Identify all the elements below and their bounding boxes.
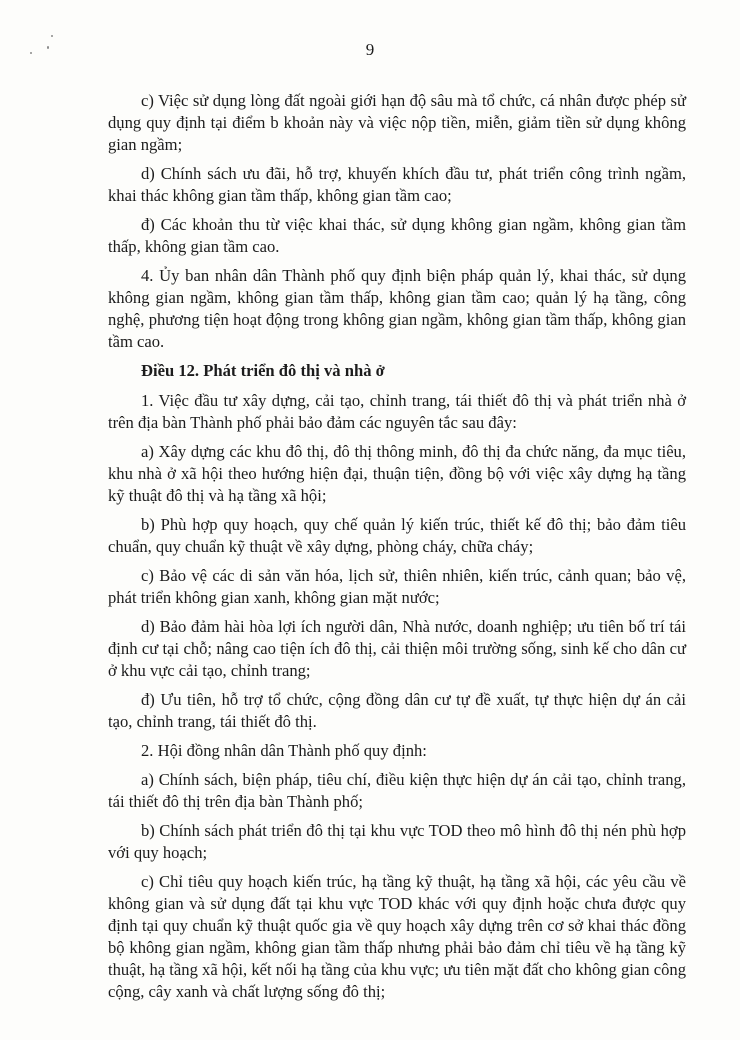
paragraph: 4. Ủy ban nhân dân Thành phố quy định biện pháp quản lý, khai thác, sử dụng không gian ngầm, không gian tầm thấp, không gian tầm cao; quản lý hạ tầng, công nghệ, phương tiện hoạt động trong không gian ngầm, không gian tầm thấp, không gian tầm cao. bbox=[108, 266, 686, 351]
document-body bbox=[108, 90, 686, 1010]
paragraph: a) Chính sách, biện pháp, tiêu chí, điều kiện thực hiện dự án cải tạo, chỉnh trang, tái thiết đô thị trên địa bàn Thành phố; bbox=[108, 770, 686, 811]
paragraph: đ) Các khoản thu từ việc khai thác, sử dụng không gian ngầm, không gian tầm thấp, không gian tầm cao. bbox=[108, 215, 686, 256]
paragraph: c) Bảo vệ các di sản văn hóa, lịch sử, thiên nhiên, kiến trúc, cảnh quan; bảo vệ, phát triển không gian xanh, không gian mặt nước; bbox=[108, 566, 686, 607]
article-heading: Điều 12. Phát triển đô thị và nhà ở bbox=[141, 361, 385, 380]
paragraph: c) Việc sử dụng lòng đất ngoài giới hạn độ sâu mà tổ chức, cá nhân được phép sử dụng quy định tại điểm b khoản này và việc nộp tiền, miễn, giảm tiền sử dụng không gian ngầm; bbox=[108, 91, 686, 154]
paragraph: 2. Hội đồng nhân dân Thành phố quy định: bbox=[141, 741, 427, 760]
page-number: 9 bbox=[365, 40, 375, 59]
paragraph: b) Chính sách phát triển đô thị tại khu vực TOD theo mô hình đô thị nén phù hợp với quy hoạch; bbox=[108, 821, 686, 862]
paragraph: d) Chính sách ưu đãi, hỗ trợ, khuyến khích đầu tư, phát triển công trình ngầm, khai thác không gian tầm thấp, không gian tầm cao; bbox=[108, 164, 686, 205]
paragraph: c) Chỉ tiêu quy hoạch kiến trúc, hạ tầng kỹ thuật, hạ tầng xã hội, các yêu cầu về không gian và sử dụng đất tại khu vực TOD khác với quy định hoặc chưa được quy định tại quy chuẩn kỹ thuật quốc gia về quy hoạch xây dựng trên cơ sở khai thác đồng bộ không gian ngầm, không gian tầm thấp nhưng phải bảo đảm chỉ tiêu về hạ tầng kỹ thuật, hạ tầng xã hội, kết nối hạ tầng của khu vực; ưu tiên mặt đất cho không gian công cộng, cây xanh và chất lượng sống đô thị; bbox=[108, 872, 686, 1001]
paragraph: 1. Việc đầu tư xây dựng, cải tạo, chỉnh trang, tái thiết đô thị và phát triển nhà ở trên địa bàn Thành phố phải bảo đảm các nguyên tắc sau đây: bbox=[108, 391, 686, 432]
paragraph: a) Xây dựng các khu đô thị, đô thị thông minh, đô thị đa chức năng, đa mục tiêu, khu nhà ở xã hội theo hướng hiện đại, thuận tiện, đồng bộ với việc xây dựng hạ tầng kỹ thuật đô thị và hạ tầng xã hội; bbox=[108, 442, 686, 505]
paragraph: d) Bảo đảm hài hòa lợi ích người dân, Nhà nước, doanh nghiệp; ưu tiên bố trí tái định cư tại chỗ; nâng cao tiện ích đô thị, cải thiện môi trường sống, sinh kế cho dân cư ở khu vực cải tạo, chỉnh trang; bbox=[108, 617, 686, 680]
scan-speck bbox=[51, 35, 53, 37]
paragraph: b) Phù hợp quy hoạch, quy chế quản lý kiến trúc, thiết kế đô thị; bảo đảm tiêu chuẩn, quy chuẩn kỹ thuật về xây dựng, phòng cháy, chữa cháy; bbox=[108, 515, 686, 556]
paragraph: đ) Ưu tiên, hỗ trợ tổ chức, cộng đồng dân cư tự đề xuất, tự thực hiện dự án cải tạo, chỉnh trang, tái thiết đô thị. bbox=[108, 690, 686, 731]
